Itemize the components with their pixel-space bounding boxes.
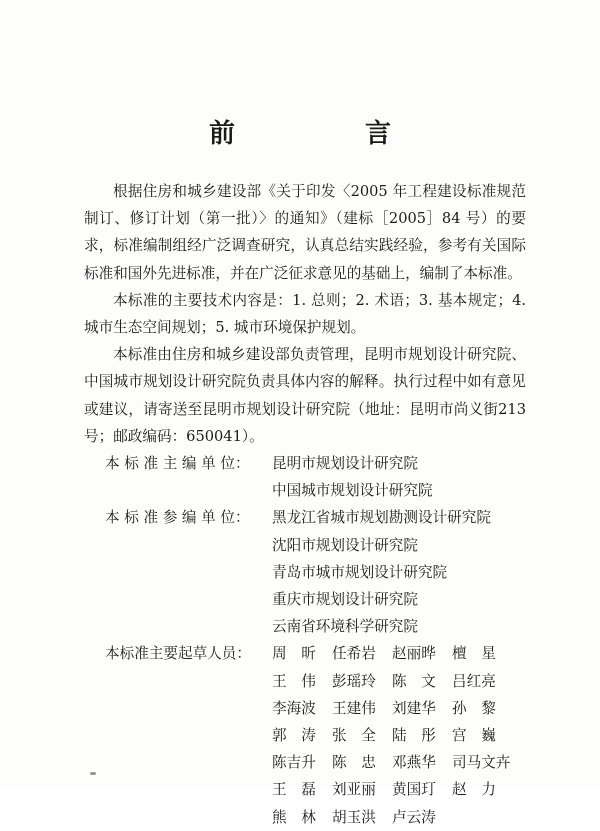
chief-editors-label: 本 标 准 主 编 单 位： (105, 455, 250, 473)
paragraph-background: 根据住房和城乡建设部《关于印发〈2005 年工程建设标准规范制订、修订计划（第一批）〉的通知》（建标［2005］84 号）的要求，标准编制组经广泛调查研究，认真总结实践经验，参考有关国际标准和国外先进标准，并在广泛征求意见的基础上，编制了本标准。 (84, 183, 526, 282)
participating-unit: 沈阳市规划设计研究院 (272, 536, 418, 554)
participating-units-list (272, 504, 526, 640)
drafter-name: 赵 力 (452, 781, 496, 799)
scan-mark (90, 772, 96, 775)
chief-editors-row (84, 450, 526, 504)
participating-units-row (84, 504, 526, 640)
drafter-name: 司马文卉 (452, 754, 511, 772)
drafters-list (272, 640, 526, 830)
drafter-name: 赵丽晔 (392, 645, 436, 663)
chief-editors-list (272, 450, 526, 504)
chief-editor-unit: 中国城市规划设计研究院 (272, 482, 433, 500)
drafter-name: 陆 彤 (392, 727, 436, 745)
chief-editor-unit: 昆明市规划设计研究院 (272, 455, 418, 473)
drafter-name: 陈 文 (392, 672, 436, 690)
contributors-section (84, 450, 526, 831)
drafter-name: 吕红亮 (452, 672, 496, 690)
participating-unit: 黑龙江省城市规划勘测设计研究院 (272, 509, 491, 527)
drafter-name: 王 磊 (272, 781, 316, 799)
drafter-name: 黄国玎 (392, 781, 436, 799)
drafter-name: 陈 忠 (332, 754, 376, 772)
drafters-label: 本标准主要起草人员： (105, 645, 251, 663)
drafter-name: 王建伟 (332, 699, 376, 717)
drafter-name: 胡玉洪 (332, 808, 376, 826)
drafter-name: 李海波 (272, 699, 316, 717)
participating-unit: 重庆市规划设计研究院 (272, 591, 418, 609)
drafter-name: 张 全 (332, 727, 376, 745)
drafter-name: 檀 星 (452, 645, 496, 663)
drafter-name: 宫 巍 (452, 727, 496, 745)
paragraph-technical-content: 本标准的主要技术内容是：1. 总则；2. 术语；3. 基本规定；4. 城市生态空间规划；5. 城市环境保护规划。 (84, 291, 526, 337)
drafters-row (84, 640, 526, 830)
drafter-name: 周 昕 (272, 645, 316, 663)
participating-unit: 青岛市城市规划设计研究院 (272, 563, 448, 581)
drafter-name: 王 伟 (272, 672, 316, 690)
participating-unit: 云南省环境科学研究院 (272, 618, 418, 636)
drafter-name: 熊 林 (272, 808, 316, 826)
drafter-name: 刘亚丽 (332, 781, 376, 799)
drafter-name: 卢云涛 (392, 808, 436, 826)
drafter-name: 彭瑶玲 (332, 672, 376, 690)
drafter-name: 陈吉升 (272, 754, 316, 772)
drafter-name: 刘建华 (392, 699, 436, 717)
participating-units-label: 本 标 准 参 编 单 位： (105, 509, 250, 527)
document-body (84, 178, 526, 831)
drafter-name: 邓燕华 (392, 754, 436, 772)
paragraph-management: 本标准由住房和城乡建设部负责管理，昆明市规划设计研究院、中国城市规划设计研究院负责具体内容的解释。执行过程中如有意见或建议，请寄送至昆明市规划设计研究院（地址：昆明市尚义街213号；邮政编码：650041）。 (84, 346, 526, 445)
drafter-name: 孙 黎 (452, 699, 496, 717)
drafter-name: 郭 涛 (272, 727, 316, 745)
drafter-name: 任希岩 (332, 645, 376, 663)
page-title: 前 言 (208, 119, 443, 149)
